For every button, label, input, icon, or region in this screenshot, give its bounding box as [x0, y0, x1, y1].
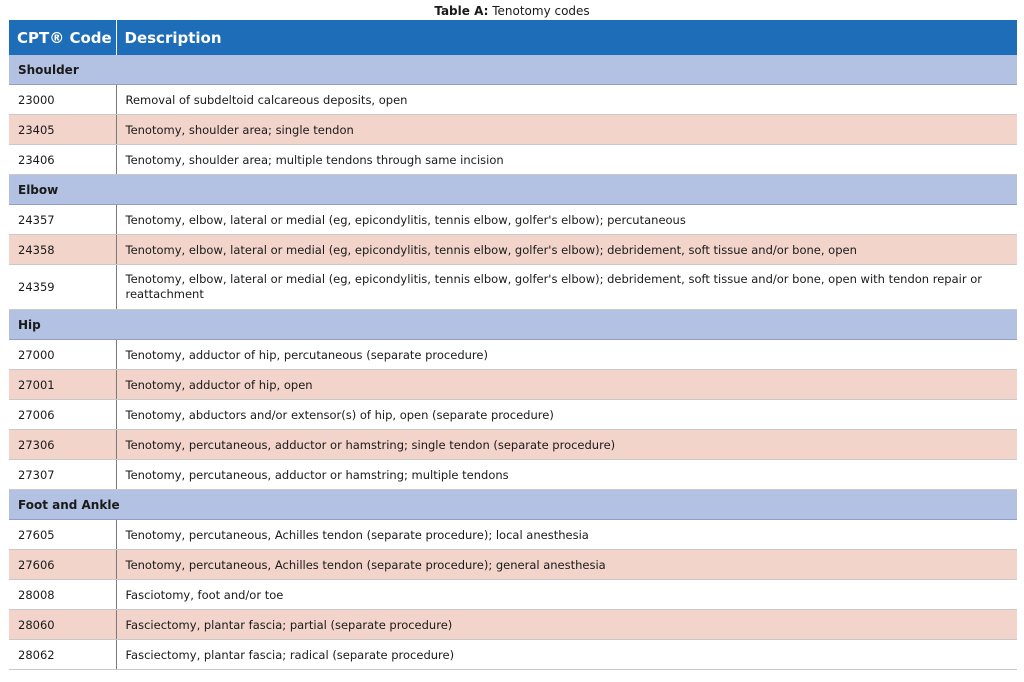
- caption-text: Tenotomy codes: [488, 4, 590, 18]
- description-cell: Tenotomy, elbow, lateral or medial (eg, epicondylitis, tennis elbow, golfer's elbow); percutaneous: [116, 205, 1017, 235]
- cpt-code-cell: 28008: [9, 580, 116, 610]
- cpt-code-cell: 27307: [9, 460, 116, 490]
- cpt-code-cell: 28062: [9, 640, 116, 670]
- table-row: [9, 520, 1017, 550]
- table-header: [9, 20, 1017, 55]
- section-title: Foot and Ankle: [9, 490, 1017, 520]
- table-caption: [0, 0, 1024, 20]
- cpt-code-cell: 27006: [9, 400, 116, 430]
- description-cell: Removal of subdeltoid calcareous deposits, open: [116, 85, 1017, 115]
- caption-label: Table A:: [434, 4, 489, 18]
- description-cell: Tenotomy, elbow, lateral or medial (eg, epicondylitis, tennis elbow, golfer's elbow); debridement, soft tissue and/or bone, open: [116, 235, 1017, 265]
- section-row: [9, 310, 1017, 340]
- section-title: Hip: [9, 310, 1017, 340]
- table-row: [9, 460, 1017, 490]
- header-row: [9, 20, 1017, 55]
- table-row: [9, 610, 1017, 640]
- description-cell: Tenotomy, adductor of hip, percutaneous (separate procedure): [116, 340, 1017, 370]
- cpt-code-cell: 27306: [9, 430, 116, 460]
- table-row: [9, 145, 1017, 175]
- table-row: [9, 265, 1017, 310]
- table-row: [9, 430, 1017, 460]
- cpt-code-cell: 24357: [9, 205, 116, 235]
- cpt-code-cell: 27001: [9, 370, 116, 400]
- description-cell: Tenotomy, percutaneous, Achilles tendon (separate procedure); general anesthesia: [116, 550, 1017, 580]
- section-row: [9, 490, 1017, 520]
- table-body: [9, 55, 1017, 670]
- section-row: [9, 175, 1017, 205]
- description-cell: Fasciectomy, plantar fascia; radical (separate procedure): [116, 640, 1017, 670]
- description-cell: Fasciectomy, plantar fascia; partial (separate procedure): [116, 610, 1017, 640]
- description-cell: Tenotomy, percutaneous, adductor or hamstring; single tendon (separate procedure): [116, 430, 1017, 460]
- section-title: Shoulder: [9, 55, 1017, 85]
- description-cell: Tenotomy, abductors and/or extensor(s) of hip, open (separate procedure): [116, 400, 1017, 430]
- table-row: [9, 640, 1017, 670]
- table-row: [9, 400, 1017, 430]
- section-title: Elbow: [9, 175, 1017, 205]
- cpt-code-cell: 24358: [9, 235, 116, 265]
- table-row: [9, 550, 1017, 580]
- table-row: [9, 205, 1017, 235]
- description-cell: Tenotomy, adductor of hip, open: [116, 370, 1017, 400]
- table-row: [9, 580, 1017, 610]
- description-cell: Tenotomy, percutaneous, Achilles tendon (separate procedure); local anesthesia: [116, 520, 1017, 550]
- header-cpt-code: CPT® Code: [9, 20, 116, 55]
- table-row: [9, 235, 1017, 265]
- cpt-code-cell: 27606: [9, 550, 116, 580]
- cpt-code-cell: 28060: [9, 610, 116, 640]
- cpt-code-cell: 23000: [9, 85, 116, 115]
- cpt-code-cell: 27000: [9, 340, 116, 370]
- table-row: [9, 85, 1017, 115]
- section-row: [9, 55, 1017, 85]
- cpt-code-cell: 23406: [9, 145, 116, 175]
- description-cell: Tenotomy, elbow, lateral or medial (eg, epicondylitis, tennis elbow, golfer's elbow); debridement, soft tissue and/or bone, open with tendon repair or reattachment: [116, 265, 1017, 310]
- table-row: [9, 340, 1017, 370]
- header-description: Description: [116, 20, 1017, 55]
- description-cell: Fasciotomy, foot and/or toe: [116, 580, 1017, 610]
- cpt-code-cell: 24359: [9, 265, 116, 310]
- cpt-code-cell: 23405: [9, 115, 116, 145]
- cpt-code-cell: 27605: [9, 520, 116, 550]
- table-row: [9, 370, 1017, 400]
- description-cell: Tenotomy, percutaneous, adductor or hamstring; multiple tendons: [116, 460, 1017, 490]
- table-row: [9, 115, 1017, 145]
- description-cell: Tenotomy, shoulder area; multiple tendons through same incision: [116, 145, 1017, 175]
- tenotomy-codes-table: [9, 20, 1017, 670]
- description-cell: Tenotomy, shoulder area; single tendon: [116, 115, 1017, 145]
